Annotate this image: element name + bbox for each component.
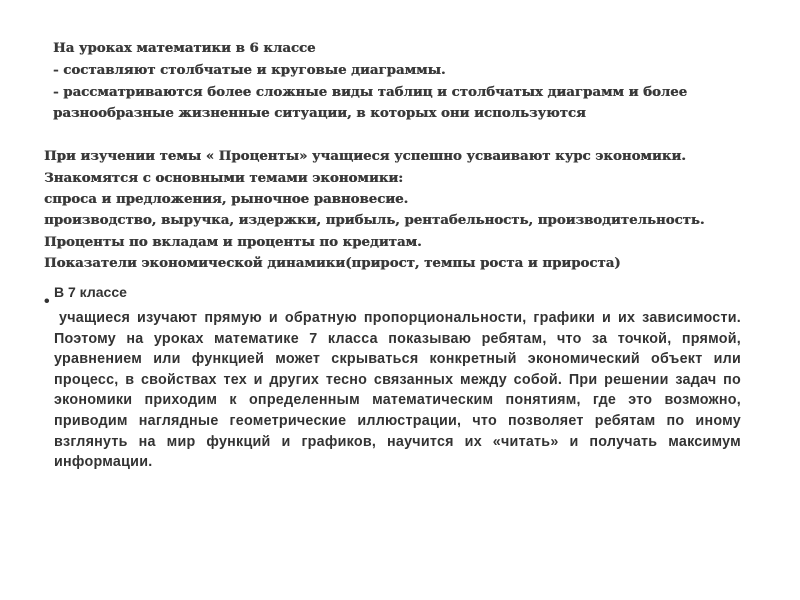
percent-line: При изучении темы « Проценты» учащиеся успешно усваивают курс экономики. bbox=[44, 149, 686, 164]
grade7-title: В 7 классе bbox=[54, 284, 127, 300]
grade6-line: - составляют столбчатые и круговые диаграммы. bbox=[53, 63, 446, 78]
bullet-marker: • bbox=[44, 293, 50, 310]
percent-line: Показатели экономической динамики(прирост, темпы роста и прироста) bbox=[44, 256, 621, 271]
percent-line: производство, выручка, издержки, прибыль, рентабельность, производительность. bbox=[44, 213, 705, 228]
grade6-line: На уроках математики в 6 классе bbox=[53, 41, 316, 56]
percent-line: Знакомятся с основными темами экономики: bbox=[44, 171, 404, 186]
grade6-line: - рассматриваются более сложные виды таблиц и столбчатых диаграмм и более bbox=[53, 85, 688, 100]
percent-line: спроса и предложения, рыночное равновесие. bbox=[44, 192, 409, 207]
grade7-paragraph: учащиеся изучают прямую и обратную пропорциональности, графики и их зависимости. Поэтому на уроках математике 7 класса показываю ребятам, что за точкой, прямой, уравнением или функцией может скрываться конкретный экономический объект или процесс, в свойствах тех и других тесно связанных между собой. При решении задач по экономики приходим к определенным математическим понятиям, где это возможно, приводим наглядные геометрические иллюстрации, что позволяет ребятам по иному взглянуть на мир функций и графиков, научится их «читать» и получать максимум информации. bbox=[54, 310, 741, 471]
percent-line: Проценты по вкладам и проценты по кредитам. bbox=[44, 235, 422, 250]
grade6-line: разнообразные жизненные ситуации, в которых они используются bbox=[53, 106, 586, 121]
